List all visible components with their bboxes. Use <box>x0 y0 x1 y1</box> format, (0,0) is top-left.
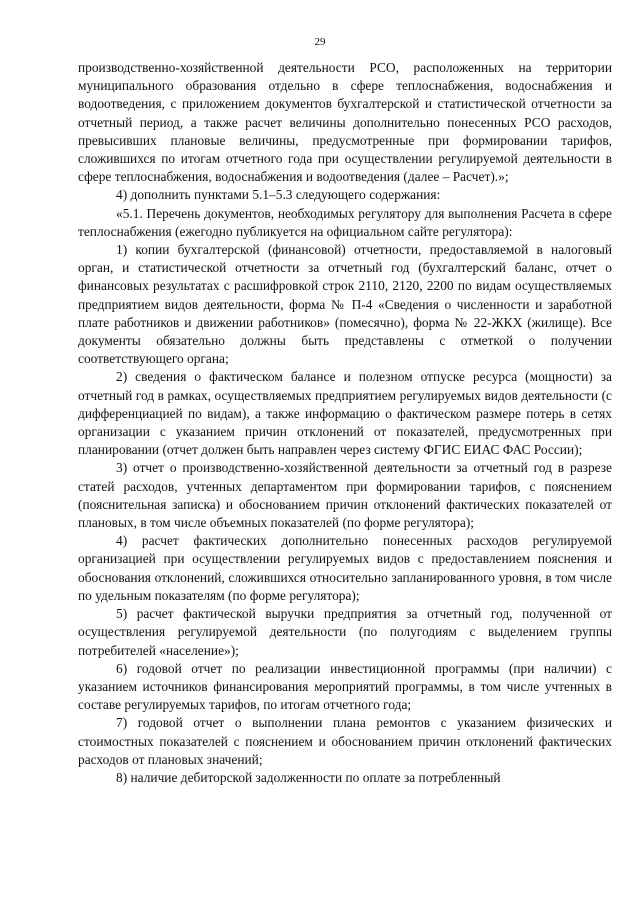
paragraph: 5) расчет фактической выручки предприятия за отчетный год, полученной от осуществления регулируемой деятельности (по полугодиям с выделением группы потребителей «население»); <box>78 606 612 658</box>
paragraph: 2) сведения о фактическом балансе и полезном отпуске ресурса (мощности) за отчетный год в рамках, осуществляемых предприятием регулируемых видов деятельности (с дифференциацией по видам), а также информацию о фактическом размере потерь в сетях организации с указанием причин отклонений от показателей, предусмотренных при планировании (отчет должен быть направлен через систему ФГИС ЕИАС ФАС России); <box>78 369 612 458</box>
page-number: 29 <box>314 36 326 48</box>
paragraph: производственно-хозяйственной деятельности РСО, расположенных на территории муниципального образования отдельно в сфере теплоснабжения, водоснабжения и водоотведения, с приложением документов бухгалтерской и статистической отчетности за отчетный период, а также расчет величины дополнительно понесенных РСО расходов, превысивших плановые величины, предусмотренные при формировании тарифов, сложившихся по итогам отчетного года при осуществлении регулируемой деятельности в сфере теплоснабжения, водоснабжения и водоотведения (далее – Расчет).»; <box>78 60 612 185</box>
paragraph: 8) наличие дебиторской задолженности по оплате за потребленный <box>116 769 501 785</box>
paragraph: 6) годовой отчет по реализации инвестиционной программы (при наличии) с указанием источников финансирования мероприятий программы, в том числе учтенных в составе регулируемых тарифов, по итогам отчетного года; <box>78 660 612 713</box>
paragraph: 3) отчет о производственно-хозяйственной деятельности за отчетный год в разрезе статей расходов, учтенных департаментом при формировании тарифов, с пояснением (пояснительная записка) и обоснованием причин отклонений фактических показателей от плановых, в том числе объемных показателей (по форме регулятора); <box>78 460 612 531</box>
paragraph: 4) дополнить пунктами 5.1–5.3 следующего содержания: <box>116 187 441 203</box>
paragraph: 1) копии бухгалтерской (финансовой) отчетности, предоставляемой в налоговый орган, и статистической отчетности за отчетный год (бухгалтерский баланс, отчет о финансовых результатах с расшифровкой строк 2110, 2120, 2200 по видам осуществляемых предприятием видов деятельности, форма № П-4 «Сведения о численности и заработной плате работников и движении работников» (помесячно), форма № 22-ЖКХ (жилище). Все документы обязательно должны быть представлены с отметкой о получении соответствующего органа; <box>78 242 612 367</box>
document-body <box>78 59 612 787</box>
paragraph: 7) годовой отчет о выполнении плана ремонтов с указанием физических и стоимостных показателей с пояснением и обоснованием причин отклонений фактических расходов от плановых значений; <box>78 715 612 767</box>
paragraph: «5.1. Перечень документов, необходимых регулятору для выполнения Расчета в сфере теплоснабжения (ежегодно публикуется на официальном сайте регулятора): <box>78 205 612 239</box>
paragraph: 4) расчет фактических дополнительно понесенных расходов регулируемой организацией при осуществлении регулируемых видов с предоставлением пояснения и обоснования отклонений, сложившихся относительно запланированного уровня, в том числе по удельным показателям (по форме регулятора); <box>78 533 612 603</box>
